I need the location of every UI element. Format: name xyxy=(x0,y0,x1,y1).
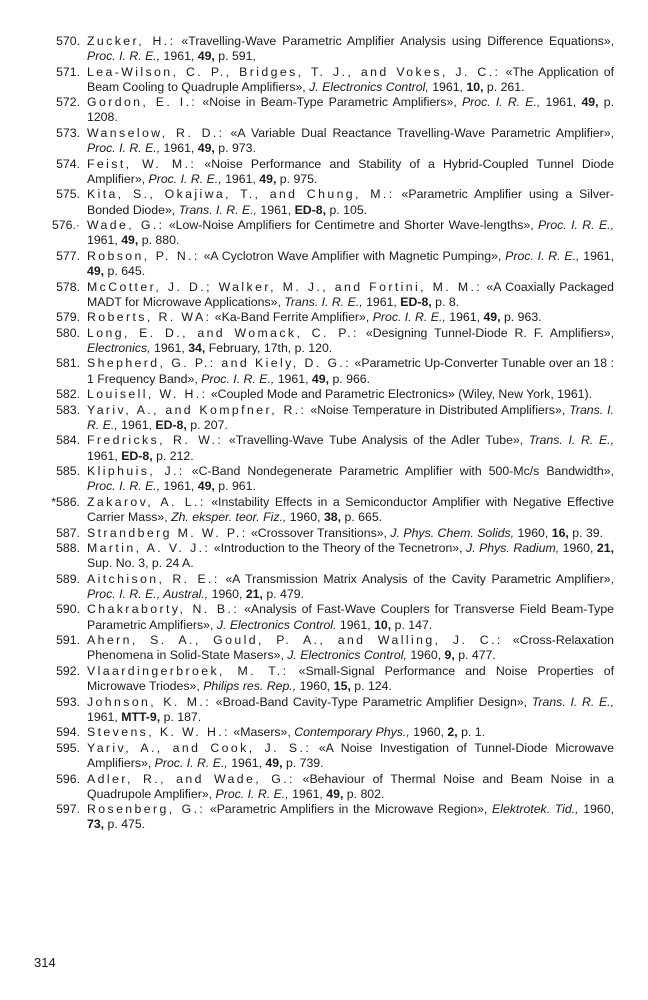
reference-year: 1960, xyxy=(289,509,321,524)
reference-volume: 49, xyxy=(259,171,277,186)
reference-year: 1961, xyxy=(153,340,185,355)
reference-number: 574. xyxy=(56,156,80,171)
reference-pages: p. 479. xyxy=(266,586,304,601)
reference-volume: 9, xyxy=(444,648,455,663)
reference-authors: Rosenberg, G.: xyxy=(87,802,206,817)
reference-pages: p. 8. xyxy=(435,294,460,309)
reference-volume: 38, xyxy=(323,509,342,524)
reference-volume: 49, xyxy=(197,479,215,494)
reference-title: «Instability Effects in a Semiconductor Amplifier with Negative Effective Carrier Mass», xyxy=(87,494,614,524)
reference-volume: MTT-9, xyxy=(121,709,161,724)
reference-entry xyxy=(0,187,648,217)
reference-number: 581. xyxy=(56,356,80,371)
reference-number: 571. xyxy=(56,64,80,79)
reference-title: «Behaviour of Thermal Noise and Beam Noise in a Quadrupole Amplifier», xyxy=(87,771,615,801)
reference-pages: p. 1208. xyxy=(87,95,614,125)
reference-entry xyxy=(0,572,648,602)
reference-year: 1961, xyxy=(231,755,262,770)
reference-entry xyxy=(0,218,648,248)
reference-authors: Johnson, K. M.: xyxy=(87,694,212,709)
reference-pages: p. 975. xyxy=(279,171,318,186)
reference-volume: 2, xyxy=(447,725,458,740)
reference-number: 590. xyxy=(56,602,80,617)
reference-journal: Proc. I. R. E., xyxy=(215,786,289,801)
reference-authors: Martin, A. V. J.: xyxy=(87,541,211,556)
reference-volume: 49, xyxy=(581,95,599,110)
reference-pages: p. 802. xyxy=(346,786,385,801)
reference-pages: p. 645. xyxy=(107,263,146,278)
reference-entry xyxy=(0,602,648,632)
reference-pages: Sup. No. 3, p. 24 A. xyxy=(87,556,194,571)
reference-number: 576.· xyxy=(51,218,80,233)
reference-volume: 10, xyxy=(466,79,484,94)
reference-volume: 21, xyxy=(596,541,615,556)
reference-pages: p. 665. xyxy=(344,509,383,524)
reference-pages: p. 105. xyxy=(329,202,368,217)
reference-number: 582. xyxy=(56,387,80,402)
reference-year: 1960, xyxy=(211,586,243,601)
reference-entry xyxy=(0,326,648,356)
reference-number: 593. xyxy=(56,694,80,709)
reference-pages: p. 963. xyxy=(503,310,542,325)
reference-authors: Shepherd, G. P.: and Kiely, D. G.: xyxy=(87,356,352,371)
reference-journal: Proc. I. R. E., xyxy=(461,95,541,110)
reference-year: 1961, xyxy=(87,233,118,248)
reference-authors: Fredricks, R. W.: xyxy=(87,433,224,448)
reference-number: 585. xyxy=(56,464,80,479)
reference-entry xyxy=(0,741,648,771)
reference-volume: 49, xyxy=(197,49,215,64)
reference-volume: 49, xyxy=(483,310,501,325)
reference-journal: Proc. I. R. E., Austral., xyxy=(87,586,209,601)
reference-journal: Electronics, xyxy=(87,340,151,355)
reference-authors: Roberts, R. WA: xyxy=(87,310,212,325)
reference-pages: p. 591, xyxy=(218,49,256,64)
reference-journal: Contemporary Phys., xyxy=(294,725,410,740)
reference-pages: p. 475. xyxy=(107,817,146,832)
reference-volume: ED-8, xyxy=(121,448,153,463)
reference-year: 1961, xyxy=(163,479,195,494)
reference-year: 1961, xyxy=(87,448,118,463)
reference-volume: 49, xyxy=(311,371,330,386)
reference-number: 588. xyxy=(56,541,80,556)
reference-journal: Proc. I. R. E., xyxy=(372,310,446,325)
reference-pages: p. 187. xyxy=(163,709,202,724)
reference-journal: J. Electronics Control. xyxy=(216,617,337,632)
reference-authors: Wanselow, R. D.: xyxy=(87,126,225,141)
reference-year: 1961, xyxy=(292,786,323,801)
reference-number: 596. xyxy=(56,771,80,786)
reference-number: 589. xyxy=(56,571,80,586)
reference-year: 1961, xyxy=(87,709,118,724)
reference-title: «A Transmission Matrix Analysis of the Cavity Parametric Amplifier», xyxy=(225,571,615,586)
reference-title: «A Coaxially Packaged MADT for Microwave Applications», xyxy=(87,279,614,309)
reference-number: 587. xyxy=(56,525,80,540)
reference-year: 1961, xyxy=(163,141,195,156)
reference-entry xyxy=(0,387,648,402)
reference-title: «Parametric Up-Converter Tunable over an 18 : 1 Frequency Band», xyxy=(87,356,614,386)
reference-title: «Small-Signal Performance and Noise Properties of Microwave Triodes», xyxy=(87,663,615,693)
reference-title: «The Application of Beam Cooling to Quadruple Amplifiers», xyxy=(87,64,614,94)
reference-year: 1961, xyxy=(366,294,397,309)
reference-year: 1961, xyxy=(545,95,577,110)
reference-journal: Elektrotek. Tid., xyxy=(492,802,579,817)
reference-number: *586. xyxy=(51,494,80,509)
reference-pages: p. 124. xyxy=(354,678,392,693)
reference-volume: ED-8, xyxy=(155,417,187,432)
reference-volume: 10, xyxy=(374,617,392,632)
reference-pages: p. 739. xyxy=(285,755,324,770)
reference-year: 1961, xyxy=(583,248,615,263)
reference-volume: 21, xyxy=(245,586,263,601)
reference-entry xyxy=(0,356,648,386)
reference-pages: p. 880. xyxy=(141,233,180,248)
reference-volume: 15, xyxy=(333,678,351,693)
reference-entry xyxy=(0,772,648,802)
reference-title: «Ka-Band Ferrite Amplifier», xyxy=(214,310,370,325)
reference-year: 1961, xyxy=(260,202,292,217)
reference-entry xyxy=(0,310,648,325)
reference-number: 573. xyxy=(56,126,80,141)
reference-pages: p. 207. xyxy=(190,417,228,432)
reference-number: 592. xyxy=(56,663,80,678)
reference-journal: Proc. I. R. E., xyxy=(87,49,161,64)
reference-volume: 49, xyxy=(197,141,215,156)
reference-title: «Parametric Amplifiers in the Microwave Region», xyxy=(209,802,488,817)
reference-authors: Chakraborty, N. B.: xyxy=(87,602,240,617)
reference-authors: Yariv, A., and Kompfner, R.: xyxy=(87,402,307,417)
reference-entry xyxy=(0,403,648,433)
reference-journal: Trans. I. R. E., xyxy=(178,202,257,217)
reference-title: «Introduction to the Theory of the Tecnetron», xyxy=(213,541,463,556)
reference-authors: Lea-Wilson, C. P., Bridges, T. J., and Vokes, J. C.: xyxy=(87,64,501,79)
reference-journal: J. Phys. Radium, xyxy=(466,541,560,556)
reference-authors: Kita, S., Okajiwa, T., and Chung, M.: xyxy=(87,187,395,202)
reference-entry xyxy=(0,695,648,725)
reference-pages: p. 212. xyxy=(156,448,194,463)
reference-entry xyxy=(0,34,648,64)
reference-year: 1960, xyxy=(413,725,444,740)
reference-number: 594. xyxy=(56,725,80,740)
reference-number: 578. xyxy=(56,279,80,294)
reference-year: 1961, xyxy=(163,49,195,64)
reference-entry xyxy=(0,126,648,156)
reference-entry xyxy=(0,157,648,187)
reference-authors: Strandberg M. W. P.: xyxy=(87,525,248,540)
reference-journal: J. Phys. Chem. Solids, xyxy=(390,525,515,540)
reference-number: 597. xyxy=(56,802,80,817)
reference-number: 570. xyxy=(56,34,80,48)
reference-authors: Long, E. D., and Womack, C. P.: xyxy=(87,325,359,340)
reference-number: 595. xyxy=(56,740,80,755)
reference-entry xyxy=(0,464,648,494)
reference-year: 1961, xyxy=(449,310,481,325)
reference-title: «C-Band Nondegenerate Parametric Amplifier with 500-Mc/s Bandwidth», xyxy=(191,464,614,479)
reference-title: «Noise Temperature in Distributed Amplifiers», xyxy=(310,402,566,417)
reference-journal: Zh. eksper. teor. Fiz., xyxy=(171,509,287,524)
reference-year: 1961, xyxy=(339,617,371,632)
reference-entry xyxy=(0,95,648,125)
reference-authors: Kliphuis, J.: xyxy=(87,464,185,479)
reference-year: 1961, xyxy=(121,417,152,432)
reference-title: «Designing Tunnel-Diode R. F. Amplifiers», xyxy=(365,325,614,340)
reference-title: «Noise Performance and Stability of a Hybrid-Coupled Tunnel Diode Amplifier», xyxy=(87,156,614,186)
reference-year: 1960, xyxy=(517,525,549,540)
reference-title: «Noise in Beam-Type Parametric Amplifiers», xyxy=(202,95,457,110)
reference-title: «Travelling-Wave Parametric Amplifier Analysis using Difference Equations», xyxy=(181,34,614,48)
reference-volume: 49, xyxy=(265,755,283,770)
reference-authors: Yariv, A., and Cook, J. S.: xyxy=(87,740,312,755)
reference-title: «Parametric Amplifier using a Silver-Bonded Diode», xyxy=(87,187,615,217)
reference-year: 1960, xyxy=(583,802,614,817)
reference-title: «Masers», xyxy=(233,725,291,740)
reference-entry xyxy=(0,633,648,663)
reference-entry xyxy=(0,725,648,740)
reference-volume: 34, xyxy=(188,340,206,355)
reference-pages: p. 39. xyxy=(572,525,604,540)
reference-entry xyxy=(0,280,648,310)
reference-list xyxy=(0,34,648,833)
reference-year: 1961, xyxy=(277,371,309,386)
reference-volume: 16, xyxy=(551,525,569,540)
reference-pages: p. 477. xyxy=(458,648,496,663)
reference-volume: 49, xyxy=(326,786,344,801)
reference-journal: Proc. I. R. E., xyxy=(154,755,228,770)
reference-authors: Zucker, H.: xyxy=(87,34,176,48)
reference-authors: Zakarov, A. L.: xyxy=(87,494,206,509)
reference-authors: Louisell, W. H.: xyxy=(87,387,208,402)
reference-entry xyxy=(0,802,648,832)
reference-year: 1960, xyxy=(299,678,331,693)
reference-journal: Trans. I. R. E., xyxy=(528,433,614,448)
reference-pages: p. 147. xyxy=(394,617,433,632)
reference-authors: Feist, W. M.: xyxy=(87,156,197,171)
reference-authors: Ahern, S. A., Gould, P. A., and Walling, J. C.: xyxy=(87,633,503,648)
reference-pages: p. 1. xyxy=(461,725,485,740)
reference-title: «Crossover Transitions», xyxy=(250,525,387,540)
reference-volume: ED-8, xyxy=(294,202,327,217)
reference-pages: p. 961. xyxy=(218,479,256,494)
reference-authors: Robson, P. N.: xyxy=(87,248,200,263)
reference-journal: J. Electronics Control, xyxy=(309,79,429,94)
reference-pages: February, 17th, p. 120. xyxy=(208,340,333,355)
reference-title: «Coupled Mode and Parametric Electronics» xyxy=(210,387,455,402)
reference-volume: ED-8, xyxy=(400,294,432,309)
reference-volume: 49, xyxy=(87,263,105,278)
reference-title: «A Noise Investigation of Tunnel-Diode Microwave Amplifiers», xyxy=(87,740,614,770)
reference-authors: Adler, R., and Wade, G.: xyxy=(87,771,295,786)
reference-title: «A Variable Dual Reactance Travelling-Wave Parametric Amplifier», xyxy=(230,126,614,141)
reference-entry xyxy=(0,526,648,541)
reference-number: 572. xyxy=(56,95,80,110)
reference-title: «A Cyclotron Wave Amplifier with Magnetic Pumping», xyxy=(203,248,502,263)
reference-year: 1961, xyxy=(225,171,256,186)
reference-pages: (Wiley, New York, 1961). xyxy=(458,387,593,402)
reference-pages: p. 973. xyxy=(218,141,256,156)
reference-year: 1960, xyxy=(410,648,442,663)
reference-number: 580. xyxy=(56,325,80,340)
reference-authors: McCotter, J. D.; Walker, M. J., and Fortini, M. M.: xyxy=(87,279,483,294)
reference-title: «Low-Noise Amplifiers for Centimetre and Shorter Wave-lengths», xyxy=(168,218,534,233)
reference-authors: Wade, G.: xyxy=(87,218,165,233)
reference-journal: Trans. I. R. E., xyxy=(531,694,615,709)
reference-number: 577. xyxy=(56,248,80,263)
reference-title: «Travelling-Wave Tube Analysis of the Adler Tube», xyxy=(228,433,524,448)
reference-volume: 73, xyxy=(87,817,105,832)
reference-journal: Philips res. Rep., xyxy=(203,678,297,693)
reference-number: 575. xyxy=(56,187,80,202)
reference-number: 591. xyxy=(56,633,80,648)
reference-number: 579. xyxy=(56,310,80,325)
reference-entry xyxy=(0,495,648,525)
reference-authors: Aitchison, R. E.: xyxy=(87,571,220,586)
reference-entry xyxy=(0,433,648,463)
reference-journal: Proc. I. R. E., xyxy=(148,171,222,186)
reference-title: «Analysis of Fast-Wave Couplers for Transverse Field Beam-Type Parametric Amplifiers», xyxy=(87,602,615,632)
reference-title: «Broad-Band Cavity-Type Parametric Amplifier Design», xyxy=(215,694,528,709)
reference-entry xyxy=(0,541,648,571)
reference-year: 1960, xyxy=(562,541,594,556)
reference-title: «Cross-Relaxation Phenomena in Solid-State Masers», xyxy=(87,633,614,663)
reference-journal: Proc. I. R. E., xyxy=(87,479,161,494)
reference-journal: Proc. I. R. E., xyxy=(538,218,615,233)
reference-pages: p. 966. xyxy=(332,371,371,386)
reference-pages: p. 261. xyxy=(486,79,525,94)
reference-journal: Proc. I. R. E., xyxy=(201,371,275,386)
reference-entry xyxy=(0,249,648,279)
reference-journal: Trans. I. R. E., xyxy=(87,402,615,432)
reference-journal: J. Electronics Control, xyxy=(287,648,407,663)
reference-volume: 49, xyxy=(121,233,139,248)
reference-number: 583. xyxy=(56,402,80,417)
page-number: 314 xyxy=(34,955,56,970)
reference-entry xyxy=(0,664,648,694)
reference-journal: Proc. I. R. E., xyxy=(87,141,161,156)
reference-journal: Trans. I. R. E., xyxy=(284,294,363,309)
reference-entry xyxy=(0,65,648,95)
reference-authors: Gordon, E. I.: xyxy=(87,95,198,110)
reference-journal: Proc. I. R. E., xyxy=(505,248,580,263)
reference-number: 584. xyxy=(56,433,80,448)
reference-authors: Vlaardingerbroek, M. T.: xyxy=(87,663,289,678)
reference-authors: Stevens, K. W. H.: xyxy=(87,725,230,740)
reference-year: 1961, xyxy=(432,79,463,94)
